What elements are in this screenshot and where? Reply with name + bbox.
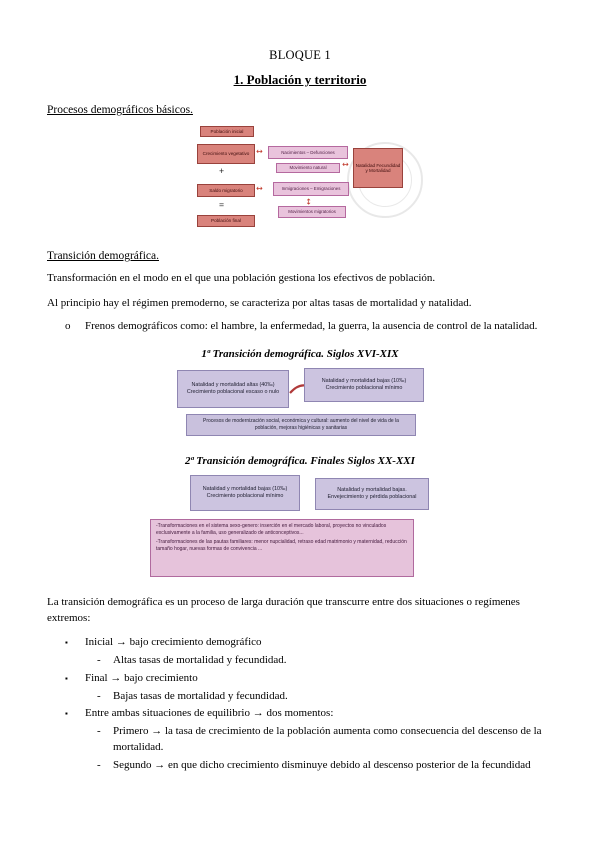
diagram-transicion-1 (47, 366, 553, 440)
box-movimientos-migratorios: Movimientos migratorios (278, 206, 346, 218)
box-poblacion-inicial: Población inicial (200, 126, 254, 137)
t2-box-bottom (150, 519, 414, 577)
dash-marker: - (97, 725, 101, 738)
list-item (47, 706, 553, 722)
double-arrow-icon: ↔ (303, 198, 313, 205)
box-poblacion-final: Población final (197, 215, 255, 227)
double-arrow-icon: ↔ (256, 184, 263, 193)
box-movimiento-natural: Movimiento natural (276, 163, 340, 173)
list-subitem-text: Bajas tasas de mortalidad y fecundidad. (113, 689, 288, 702)
list-item (47, 635, 553, 651)
doc-subtitle: 1. Población y territorio (233, 72, 367, 87)
list-item-label: Inicial → bajo crecimiento demográfico (85, 635, 262, 648)
t1-box-right: Natalidad y mortalidad bajas (10‰) Crecimiento poblacional mínimo (304, 368, 424, 402)
t2-bottom-line-2: -Transformaciones de las pautas familiares: menor nupcialidad, retraso edad matrimonio y maternidad, reducción tamaño hogar, nuevas formas de convivencia ... (156, 539, 407, 553)
dash-marker: - (97, 759, 101, 772)
bullet-marker: ▪ (65, 673, 68, 683)
flow-diagram-poblacion (47, 124, 553, 238)
diagram-transicion-2 (47, 473, 553, 581)
t2-box-right: Natalidad y mortalidad bajas. Envejecimiento y pérdida poblacional (315, 478, 429, 510)
dash-marker: - (97, 653, 101, 666)
caption-transicion-2: 2ª Transición demográfica. Finales Siglos XX-XXI (185, 454, 415, 467)
bullet-marker: ▪ (65, 709, 68, 719)
bullet-frenos (47, 319, 553, 335)
double-arrow-icon: ↔ (256, 147, 263, 156)
t2-bottom-line-1: -Transformaciones en el sistema sexo-genero: inserción en el mercado laboral, proyectos no vinculados exclusivamente a la familia, uso generalizado de anticonceptivos... (156, 522, 387, 536)
t1-box-bottom: Procesos de modernización social, económica y cultural: aumento del nivel de vida de la población, mejoras higiénicas y sanitarias (186, 414, 416, 436)
heading-transicion: Transición demográfica. (47, 250, 159, 262)
caption-transicion-1: 1ª Transición demográfica. Siglos XVI-XIX (201, 347, 399, 360)
double-arrow-icon: ↔ (342, 160, 349, 169)
paragraph-conclusion-intro: La transición demográfica es un proceso de larga duración que transcurre entre dos situaciones o regímenes extremos: (47, 595, 520, 624)
list-item (47, 671, 553, 687)
box-crecimiento-vegetativo: Crecimiento vegetativo (197, 144, 255, 164)
box-inmigraciones-emigraciones: Inmigraciones – Emigraciones (273, 182, 349, 196)
box-natalidad-fecundidad-mortalidad: Natalidad Fecundidad y Mortalidad (353, 148, 403, 188)
operator-plus: + (219, 166, 225, 176)
heading-procesos: Procesos demográficos básicos. (47, 104, 193, 116)
t1-box-left: Natalidad y mortalidad altas (40‰) Crecimiento poblacional escaso o nulo (177, 370, 289, 408)
list-item-label: Entre ambas situaciones de equilibrio → dos momentos: (85, 707, 334, 720)
list-item-label: Final → bajo crecimiento (85, 671, 198, 684)
bullet-marker: ▪ (65, 637, 68, 647)
dash-marker: - (97, 689, 101, 702)
list-subitem-text: Altas tasas de mortalidad y fecundidad. (113, 653, 287, 666)
list-subitem (47, 653, 553, 669)
list-subitem (47, 724, 553, 756)
list-subitem (47, 758, 553, 774)
t2-box-left: Natalidad y mortalidad bajas (10‰) Crecimiento poblacional mínimo (190, 475, 300, 511)
operator-equals: = (219, 200, 225, 210)
bullet-marker: o (65, 319, 71, 332)
box-saldo-migratorio: Saldo migratorio (197, 184, 255, 197)
doc-title: BLOQUE 1 (269, 48, 331, 62)
bullet-frenos-text: Frenos demográficos como: el hambre, la enfermedad, la guerra, la ausencia de control de la natalidad. (85, 319, 538, 332)
box-nacimientos-defunciones: Nacimientos – Defunciones (268, 146, 348, 159)
conclusion-list (47, 635, 553, 775)
paragraph-regimen-premoderno: Al principio hay el régimen premoderno, se caracteriza por altas tasas de mortalidad y natalidad. (47, 296, 472, 309)
list-subitem (47, 689, 553, 705)
paragraph-transformacion: Transformación en el modo en el que una población gestiona los efectivos de población. (47, 272, 436, 284)
list-subitem-text: Segundo → en que dicho crecimiento disminuye debido al descenso posterior de la fecundidad (113, 759, 531, 772)
list-subitem-text: Primero → la tasa de crecimiento de la población aumenta como consecuencia del descenso de la mortalidad. (113, 725, 542, 754)
